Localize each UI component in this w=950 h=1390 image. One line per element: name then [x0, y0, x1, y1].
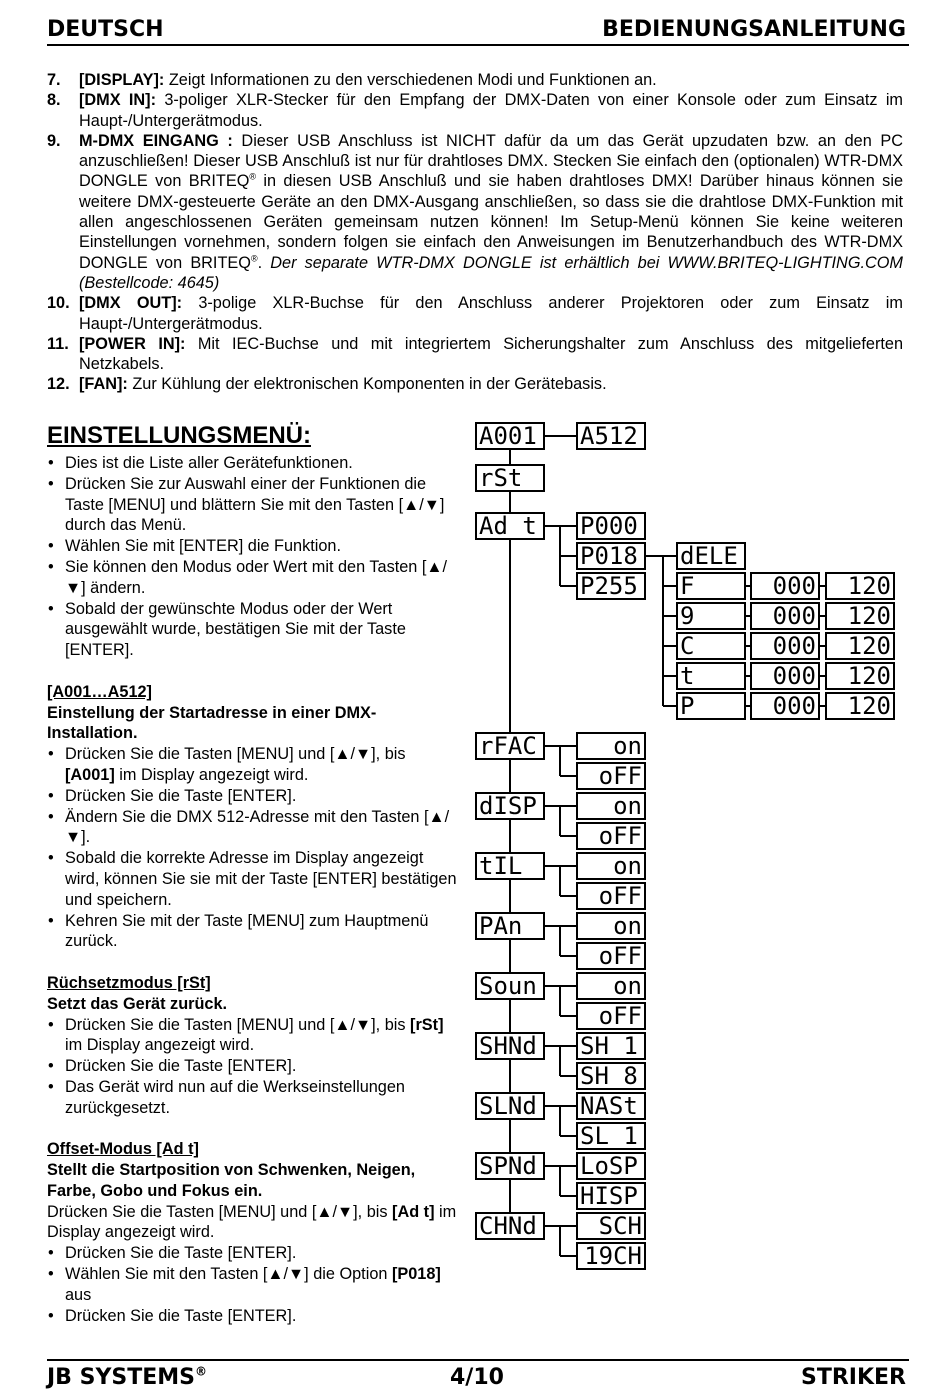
- item-text: Mit IEC-Buchse und mit integriertem Sicherungshalter zum Anschluss des mitgelieferten Netzkabels.: [79, 334, 903, 374]
- pan-option-0: [577, 912, 645, 940]
- main-item-4: [476, 792, 544, 820]
- a512-display-text: A512: [580, 422, 638, 450]
- main-item-1-text: rSt: [479, 464, 523, 492]
- bullet-item: • Ändern Sie die DMX 512-Adresse mit den Tasten [▲/▼].: [47, 807, 459, 849]
- range-low-3-text: 000: [772, 632, 816, 660]
- bullet-item: • Drücken Sie die Taste [ENTER].: [47, 1243, 459, 1264]
- range-low-2-text: 000: [772, 602, 816, 630]
- chnd-option-1: [577, 1242, 645, 1270]
- p018-sub-1: [677, 572, 745, 600]
- range-high-3-text: 120: [847, 632, 891, 660]
- slnd-option-0: [577, 1092, 645, 1120]
- item-number: 7.: [47, 71, 61, 89]
- item-number: 10.: [47, 294, 70, 313]
- main-item-0: [476, 422, 544, 450]
- disp-option-0-text: on: [613, 792, 642, 820]
- item-text: 3-polige XLR-Buchse für den Anschluss anderer Projektoren oder zum Einsatz im Haupt-/Untergerätmodus.: [79, 294, 903, 333]
- item-key: [DMX IN]:: [79, 91, 157, 110]
- range-low-2: [751, 602, 819, 630]
- registered-mark: ®: [195, 1364, 208, 1379]
- item-key: [DISPLAY]:: [79, 71, 165, 89]
- p018-sub-2: [677, 602, 745, 630]
- header-language: DEUTSCH: [47, 17, 164, 42]
- offset-paragraph: Drücken Sie die Tasten [MENU] und [▲/▼], bis [Ad t] im Display angezeigt wird.: [47, 1202, 457, 1242]
- bullet-item: • Dies ist die Liste aller Gerätefunktionen.: [47, 453, 459, 474]
- section-subtitle-offset: Stellt die Startposition von Schwenken, Neigen, Farbe, Gobo und Fokus ein.: [47, 1161, 416, 1200]
- item-italic-note: Der separate WTR-DMX DONGLE ist erhältlich bei WWW.BRITEQ-LIGHTING.COM (Bestellcode: 4645): [79, 253, 903, 292]
- main-item-5: [476, 852, 544, 880]
- range-low-3: [751, 632, 819, 660]
- slnd-option-1: [577, 1122, 645, 1150]
- spnd-option-0: [577, 1152, 645, 1180]
- pan-option-1: [577, 942, 645, 970]
- section-title-offset: Offset-Modus [Ad t]: [47, 1140, 199, 1159]
- bullet-item: • Wählen Sie mit [ENTER] die Funktion.: [47, 536, 459, 557]
- chnd-option-0: [577, 1212, 645, 1240]
- item-text: Zeigt Informationen zu den verschiedenen Modi und Funktionen an.: [164, 71, 657, 89]
- footer-page-number: 4/10: [450, 1365, 504, 1390]
- til-option-1-text: oFF: [598, 882, 642, 910]
- p018-sub-4: [677, 662, 745, 690]
- shnd-option-1: [577, 1062, 645, 1090]
- adt-sub-2: [577, 572, 645, 600]
- adt-sub-2-text: P255: [580, 572, 638, 600]
- main-item-3: [476, 732, 544, 760]
- chnd-option-0-text: SCH: [598, 1212, 642, 1240]
- connector-lines: [510, 436, 826, 1256]
- shnd-option-0: [577, 1032, 645, 1060]
- bullet-item: • Das Gerät wird nun auf die Werkseinstellungen zurückgesetzt.: [47, 1077, 459, 1119]
- range-low-1-text: 000: [772, 572, 816, 600]
- main-item-6-text: PAn: [479, 912, 523, 940]
- p018-sub-3: [677, 632, 745, 660]
- p018-sub-3-text: C: [680, 632, 695, 660]
- bullet-item: • Sobald die korrekte Adresse im Display angezeigt wird, können Sie sie mit der Taste [ENTER] bestätigen und speichern.: [47, 848, 459, 910]
- slnd-option-0-text: NASt: [580, 1092, 638, 1120]
- range-high-1: [826, 572, 894, 600]
- rfac-option-0: [577, 732, 645, 760]
- bullet-code: [P018]: [391, 1265, 441, 1284]
- adt-sub-1: [577, 542, 645, 570]
- main-item-2-text: Ad t: [479, 512, 537, 540]
- chnd-option-1-text: 19CH: [584, 1242, 642, 1270]
- main-item-9: [476, 1092, 544, 1120]
- main-item-2: [476, 512, 544, 540]
- bullet-item: • Sie können den Modus oder Wert mit den Tasten [▲/▼] ändern.: [47, 557, 459, 599]
- p018-sub-2-text: 9: [680, 602, 695, 630]
- range-low-4-text: 000: [772, 662, 816, 690]
- bullet-code: [rSt]: [410, 1015, 444, 1034]
- adt-sub-1-text: P018: [580, 542, 638, 570]
- til-option-0-text: on: [613, 852, 642, 880]
- bullet-text: Drücken Sie die Tasten [MENU] und [▲/▼], bis: [65, 745, 406, 764]
- main-item-8: [476, 1032, 544, 1060]
- disp-option-1: [577, 822, 645, 850]
- main-item-11: [476, 1212, 544, 1240]
- range-low-5-text: 000: [772, 692, 816, 720]
- item-number: 11.: [47, 334, 69, 353]
- shnd-option-1-text: SH 8: [580, 1062, 638, 1090]
- rfac-option-1-text: oFF: [598, 762, 642, 790]
- main-item-8-text: SHNd: [479, 1032, 537, 1060]
- p018-sub-5-text: P: [680, 692, 695, 720]
- til-option-1: [577, 882, 645, 910]
- p018-sub-4-text: t: [680, 662, 695, 690]
- main-item-10-text: SPNd: [479, 1152, 537, 1180]
- pan-option-1-text: oFF: [598, 942, 642, 970]
- spnd-option-1-text: HISP: [580, 1182, 638, 1210]
- a512-display: [577, 422, 645, 450]
- footer-model: STRIKER: [801, 1365, 906, 1390]
- item-text: Dieser USB Anschluss ist NICHT dafür da um das Gerät upzudaten bzw. an den PC anzuschließen! Dieser USB Anschluß ist nur für drahtloses DMX. Stecken Sie einfach den (optionalen) WTR-DMX DONGLE von BRITEQ: [79, 131, 903, 191]
- range-high-4-text: 120: [847, 662, 891, 690]
- item-number: 12.: [47, 375, 70, 394]
- bullet-item: • Kehren Sie mit der Taste [MENU] zum Hauptmenü zurück.: [47, 911, 459, 953]
- main-item-0-text: A001: [479, 422, 537, 450]
- spnd-option-1: [577, 1182, 645, 1210]
- item-number: 8.: [47, 91, 61, 110]
- bullet-item: • Drücken Sie zur Auswahl einer der Funktionen die Taste [MENU] und blättern Sie mit den Tasten [▲/▼] durch das Menü.: [47, 474, 459, 536]
- range-low-5: [751, 692, 819, 720]
- bullet-text: im Display angezeigt wird.: [65, 1036, 255, 1055]
- main-item-1: [476, 464, 544, 492]
- item-key: M-DMX EINGANG :: [79, 131, 233, 150]
- soun-option-0-text: on: [613, 972, 642, 1000]
- rfac-option-1: [577, 762, 645, 790]
- section-subtitle-address: Einstellung der Startadresse in einer DMX-Installation.: [47, 703, 377, 743]
- range-high-5: [826, 692, 894, 720]
- main-item-9-text: SLNd: [479, 1092, 537, 1120]
- spnd-option-0-text: LoSP: [580, 1152, 638, 1180]
- footer-rule: [47, 1359, 909, 1361]
- soun-option-1-text: oFF: [598, 1002, 642, 1030]
- main-item-10: [476, 1152, 544, 1180]
- section-title-reset: Rüchsetzmodus [rSt]: [47, 973, 211, 992]
- item-key: [POWER IN]:: [79, 334, 186, 353]
- adt-sub-0: [577, 512, 645, 540]
- item-key: [FAN]:: [79, 375, 128, 394]
- section-title-address: [A001…A512]: [47, 682, 152, 701]
- bullet-code: [Ad t]: [392, 1202, 435, 1221]
- bullet-text: im Display angezeigt wird.: [114, 765, 309, 784]
- disp-option-1-text: oFF: [598, 822, 642, 850]
- registered-mark: ®: [249, 172, 256, 183]
- range-high-2: [826, 602, 894, 630]
- bullet-item: • Sobald der gewünschte Modus oder der Wert ausgewählt wurde, bestätigen Sie mit der Taste [ENTER].: [47, 599, 459, 661]
- registered-mark: ®: [250, 253, 258, 264]
- main-item-11-text: CHNd: [479, 1212, 537, 1240]
- main-item-3-text: rFAC: [479, 732, 537, 760]
- bullet-item: • Drücken Sie die Taste [ENTER].: [47, 786, 459, 807]
- range-high-5-text: 120: [847, 692, 891, 720]
- item-text: 3-poliger XLR-Stecker für den Empfang der DMX-Daten von einer Konsole oder zum Einsatz im Haupt-/Untergerätmodus.: [79, 91, 903, 130]
- soun-option-1: [577, 1002, 645, 1030]
- p018-sub-0: [677, 542, 745, 570]
- main-item-6: [476, 912, 544, 940]
- slnd-option-1-text: SL 1: [580, 1122, 638, 1150]
- footer-brand: JB SYSTEMS®: [47, 1364, 208, 1390]
- range-high-3: [826, 632, 894, 660]
- main-item-7: [476, 972, 544, 1000]
- pan-option-0-text: on: [613, 912, 642, 940]
- item-text: in diesen USB Anschluß und sie haben drahtloses DMX! Darüber hinaus können sie weitere DMX-gesteuerte Geräte an den DMX-Ausgang anschließen, so dass sie die drahtlose DMX-Funktion mit allen angeschlossenen Geräten gemeinsam nutzen können! Im Setup-Menü können Sie keine weiteren Einstellungen vornehmen, sondern folgen sie einfach den Anweisungen im Benutzerhandbuch des WTR-DMX DONGLE von BRITEQ: [79, 172, 903, 272]
- item-text: Zur Kühlung der elektronischen Komponenten in der Gerätebasis.: [127, 375, 607, 394]
- p018-sub-5: [677, 692, 745, 720]
- item-key: [DMX OUT]:: [79, 294, 183, 313]
- bullet-text: Drücken Sie die Tasten [MENU] und [▲/▼], bis: [65, 1015, 411, 1034]
- range-high-4: [826, 662, 894, 690]
- main-item-5-text: tIL: [479, 852, 523, 880]
- range-low-4: [751, 662, 819, 690]
- range-high-2-text: 120: [847, 602, 891, 630]
- p018-sub-1-text: F: [680, 572, 695, 600]
- range-low-1: [751, 572, 819, 600]
- disp-option-0: [577, 792, 645, 820]
- item-number: 9.: [47, 131, 61, 150]
- display-boxes: [476, 422, 894, 1270]
- main-item-7-text: Soun: [479, 972, 537, 1000]
- bullet-item: • Wählen Sie mit den Tasten [▲/▼] die Option [P018] aus: [47, 1264, 459, 1306]
- shnd-option-0-text: SH 1: [580, 1032, 638, 1060]
- bullet-item: • Drücken Sie die Taste [ENTER].: [47, 1306, 459, 1327]
- range-high-1-text: 120: [847, 572, 891, 600]
- header-doc-type: BEDIENUNGSANLEITUNG: [602, 17, 906, 42]
- bullet-item: • Drücken Sie die Taste [ENTER].: [47, 1056, 459, 1077]
- item-text: .: [257, 253, 271, 272]
- main-item-4-text: dISP: [479, 792, 537, 820]
- section-subtitle-reset: Setzt das Gerät zurück.: [47, 994, 228, 1013]
- adt-sub-0-text: P000: [580, 512, 638, 540]
- rfac-option-0-text: on: [613, 732, 642, 760]
- soun-option-0: [577, 972, 645, 1000]
- menu-title: EINSTELLUNGSMENÜ:: [47, 422, 311, 449]
- p018-sub-0-text: dELE: [680, 542, 738, 570]
- til-option-0: [577, 852, 645, 880]
- bullet-code: [A001]: [65, 765, 115, 784]
